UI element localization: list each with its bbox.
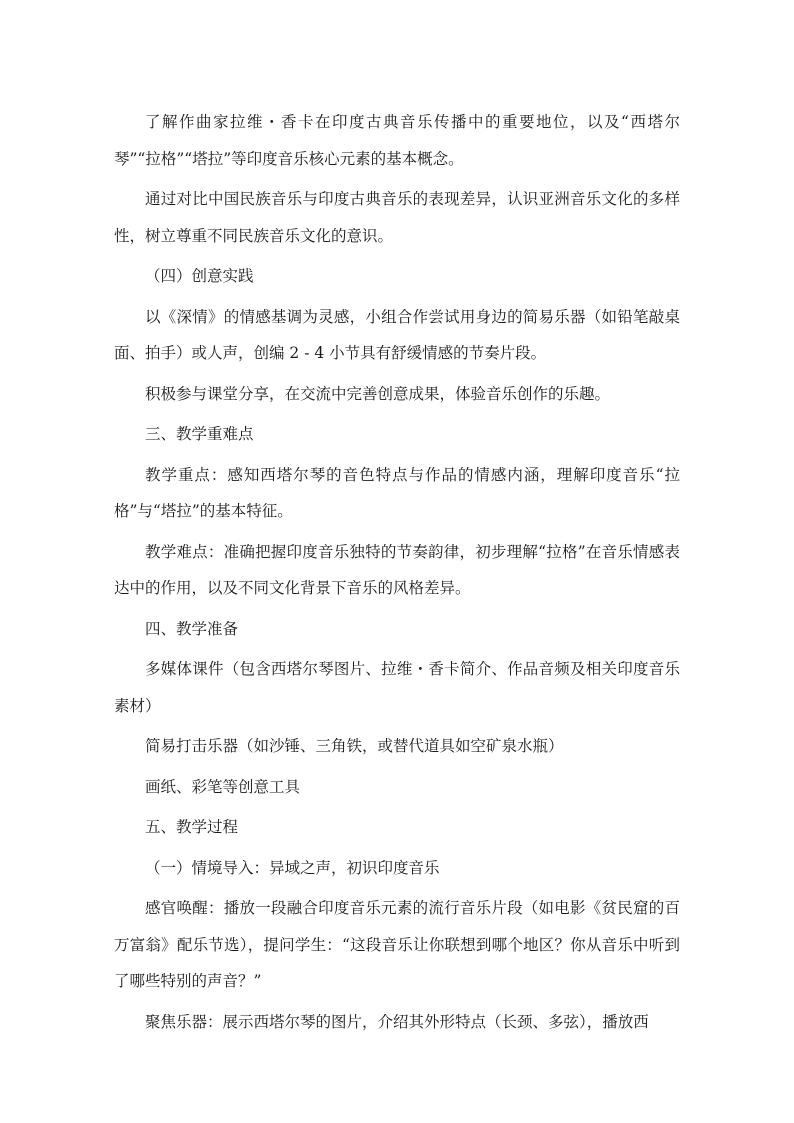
paragraph-prep-multimedia: 多媒体课件（包含西塔尔琴图片、拉维・香卡简介、作品音频及相关印度音乐素材）: [114, 660, 680, 715]
document-body: [114, 104, 680, 1044]
paragraph-creative-rhythm: 以《深情》的情感基调为灵感，小组合作尝试用身边的简易乐器（如铅笔敲桌面、拍手）或人声，创编 2 - 4 小节具有舒缓情感的节奏片段。: [114, 307, 680, 362]
paragraph-objective-culture: 通过对比中国民族音乐与印度古典音乐的表现差异，认识亚洲音乐文化的多样性，树立尊重不同民族音乐文化的意识。: [114, 190, 680, 245]
paragraph-teaching-difficulty: 教学难点：准确把握印度音乐独特的节奏韵律，初步理解“拉格”在音乐情感表达中的作用，以及不同文化背景下音乐的风格差异。: [114, 542, 680, 597]
paragraph-prep-tools: 画纸、彩笔等创意工具: [145, 777, 301, 796]
section-heading-process: 五、教学过程: [145, 818, 239, 836]
paragraph-teaching-focus: 教学重点：感知西塔尔琴的音色特点与作品的情感内涵，理解印度音乐“拉格”与“塔拉”的基本特征。: [114, 465, 680, 520]
section-heading-creative-practice: （四）创意实践: [145, 267, 254, 285]
paragraph-prep-instruments: 简易打击乐器（如沙锤、三角铁，或替代道具如空矿泉水瓶）: [145, 737, 564, 755]
paragraph-focus-instrument: 聚焦乐器：展示西塔尔琴的图片，介绍其外形特点（长颈、多弦），播放西: [145, 1012, 649, 1031]
subsection-heading-introduction: （一）情境导入：异域之声，初识印度音乐: [145, 858, 440, 877]
paragraph-objective-knowledge: 了解作曲家拉维・香卡在印度古典音乐传播中的重要地位，以及“西塔尔琴”“拉格”“塔拉”等印度音乐核心元素的基本概念。: [114, 113, 680, 168]
paragraph-creative-sharing: 积极参与课堂分享，在交流中完善创意成果，体验音乐创作的乐趣。: [145, 384, 611, 403]
section-heading-preparation: 四、教学准备: [145, 619, 239, 638]
section-heading-key-points: 三、教学重难点: [145, 425, 254, 443]
paragraph-sensory-awakening: 感官唤醒：播放一段融合印度音乐元素的流行音乐片段（如电影《贫民窟的百万富翁》配乐节选），提问学生：“这段音乐让你联想到哪个地区？你从音乐中听到了哪些特别的声音？”: [114, 899, 680, 990]
